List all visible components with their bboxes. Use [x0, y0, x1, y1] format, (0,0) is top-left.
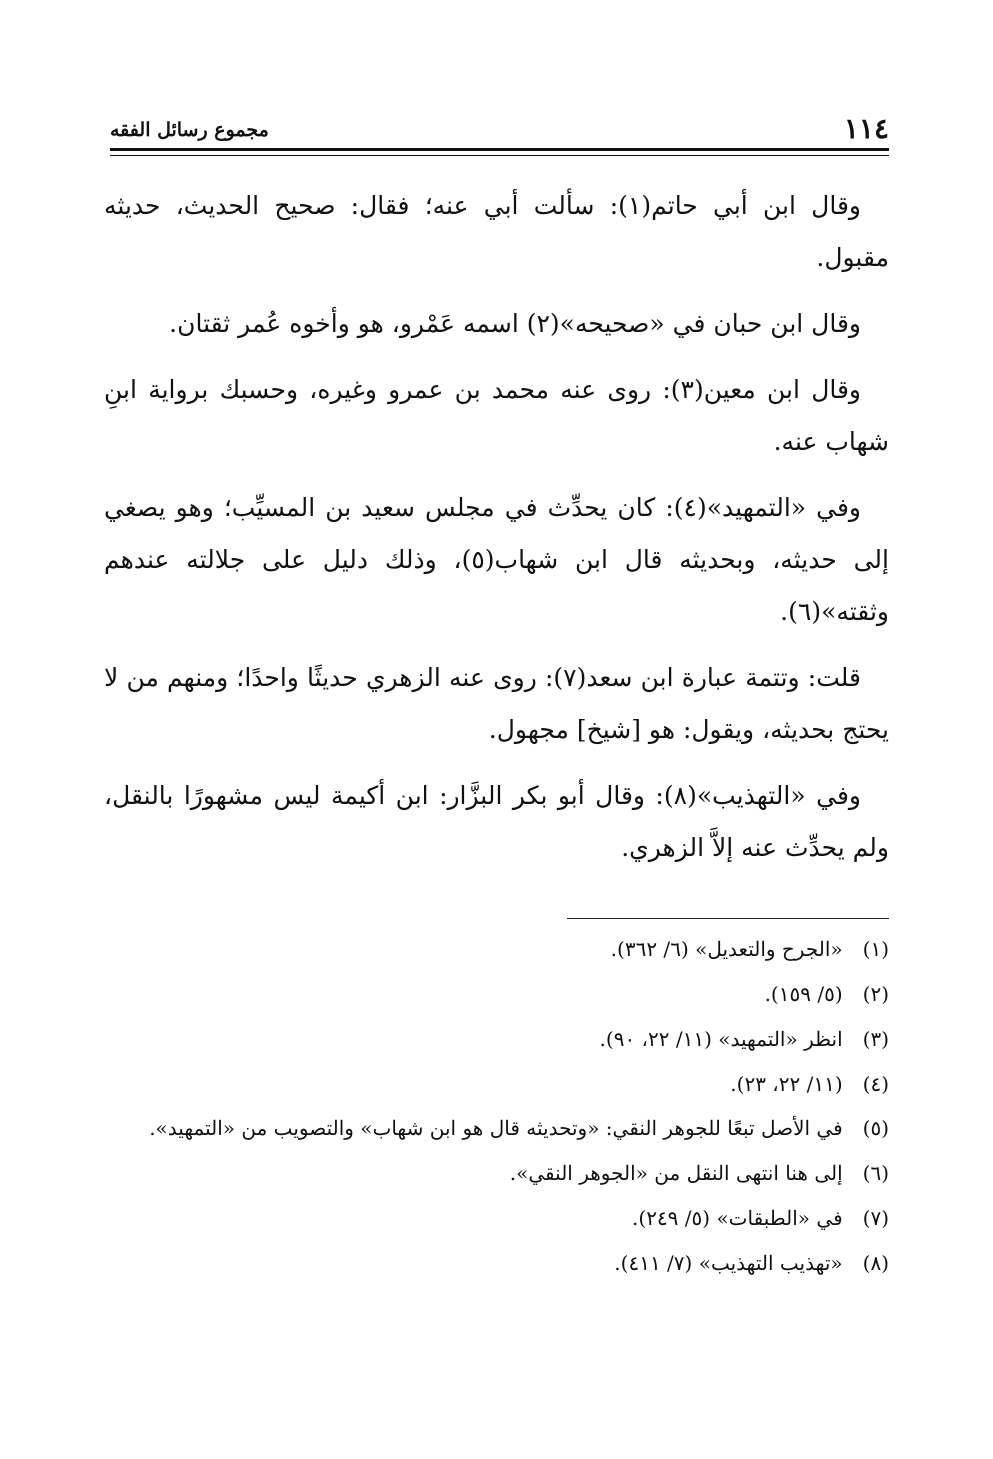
footnotes-list [104, 930, 889, 1289]
footnote-item [104, 1110, 889, 1147]
header-rule-thick [110, 148, 889, 151]
paragraph-ibn-abi-hatim: وقال ابن أبي حاتم(١): سألت أبي عنه؛ فقال: صحيح الحديث، حديثه مقبول. [104, 191, 889, 272]
footnote-number: (٦) [862, 1161, 889, 1185]
footnote-text: «تهذيب التهذيب» (٧/ ٤١١). [614, 1251, 843, 1275]
footnote-text: (٥/ ١٥٩). [764, 982, 843, 1006]
paragraph-ibn-saad: قلت: وتتمة عبارة ابن سعد(٧): روى عنه الزهري حديثًا واحدًا؛ ومنهم من لا يحتج بحديثه، ويقول: هو [شيخ] مجهول. [104, 663, 889, 744]
footnote-separator [567, 918, 889, 919]
footnote-item [104, 1065, 889, 1103]
footnote-item [104, 930, 889, 968]
footnote-item [104, 1154, 889, 1192]
footnote-item [104, 975, 889, 1013]
paragraph-tamhid: وفي «التمهيد»(٤): كان يحدِّث في مجلس سعيد بن المسيِّب؛ وهو يصغي إلى حديثه، وبحديثه قال ابن شهاب(٥)، وذلك دليل على جلالته عندهم وثقته»(٦). [104, 493, 889, 626]
paragraph-ibn-hibban: وقال ابن حبان في «صحيحه»(٢) اسمه عَمْرو، هو وأخوه عُمر ثقتان. [169, 309, 861, 338]
header-rule-thin [110, 155, 889, 156]
paragraph-ibn-main: وقال ابن معين(٣): روى عنه محمد بن عمرو وغيره، وحسبك برواية ابنِ شهاب عنه. [104, 375, 889, 456]
footnote-number: (٤) [862, 1072, 889, 1096]
footnote-text: في «الطبقات» (٥/ ٢٤٩). [632, 1206, 843, 1230]
footnote-text: في الأصل تبعًا للجوهر النقي: «وتحديثه قال هو ابن شهاب» والتصويب من «التمهيد». [149, 1116, 843, 1140]
footnote-number: (٨) [862, 1251, 889, 1275]
footnote-number: (٧) [862, 1206, 889, 1230]
footnote-item [104, 1020, 889, 1058]
footnote-text: «الجرح والتعديل» (٦/ ٣٦٢). [610, 937, 843, 961]
footnote-text: (١١/ ٢٢، ٢٣). [730, 1072, 843, 1096]
footnote-text: إلى هنا انتهى النقل من «الجوهر النقي». [509, 1161, 843, 1185]
running-title: مجموع رسائل الفقه [110, 119, 269, 141]
footnote-number: (٣) [862, 1027, 889, 1051]
footnote-number: (٥) [862, 1116, 889, 1140]
main-text [104, 180, 889, 888]
paragraph-tahdhib: وفي «التهذيب»(٨): وقال أبو بكر البزَّار: ابن أكيمة ليس مشهورًا بالنقل، ولم يحدِّث عنه إلاَّ الزهري. [104, 781, 889, 862]
footnote-text: انظر «التمهيد» (١١/ ٢٢، ٩٠). [599, 1027, 843, 1051]
page-header [110, 112, 889, 146]
footnote-item [104, 1199, 889, 1237]
page-number: ١١٤ [843, 112, 889, 145]
footnote-number: (٢) [862, 982, 889, 1006]
footnote-number: (١) [862, 937, 889, 961]
footnote-item [104, 1244, 889, 1282]
